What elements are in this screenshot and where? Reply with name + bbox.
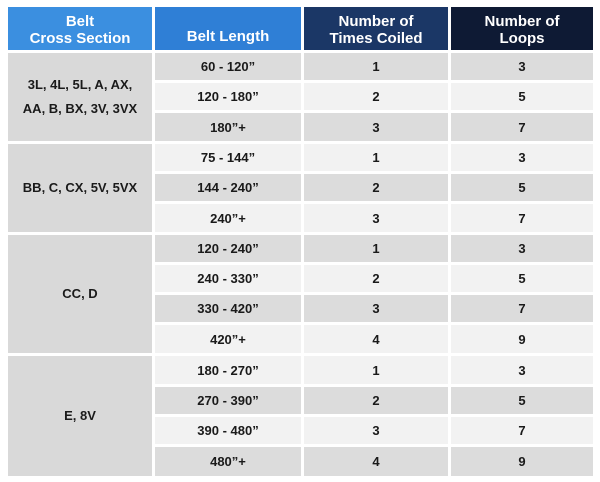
cell-belt-length: 180”+ [155,113,301,141]
header-times-coiled [304,7,448,50]
cell-times-coiled: 3 [304,417,448,444]
cell-loops: 9 [451,325,593,353]
cell-loops: 5 [451,387,593,414]
group-cross-section-line1: 3L, 4L, 5L, A, AX, [27,77,133,92]
group-cross-section [8,144,152,232]
cell-loops: 3 [451,144,593,171]
header-cross-section-line2: Cross Section [29,29,131,47]
cell-belt-length: 330 - 420” [155,295,301,322]
header-belt-length-label: Belt Length [186,28,270,45]
cell-times-coiled: 2 [304,265,448,292]
cell-times-coiled: 1 [304,235,448,262]
cell-loops: 5 [451,174,593,201]
header-loops-line2: Loops [499,29,545,47]
cell-belt-length: 420”+ [155,325,301,353]
cell-times-coiled: 2 [304,174,448,201]
header-cross-section-line1: Belt [65,12,95,30]
group-cross-section-line1: E, 8V [64,408,96,423]
cell-times-coiled: 1 [304,53,448,80]
group-cross-section [8,356,152,476]
cell-loops: 7 [451,113,593,141]
cell-belt-length: 144 - 240” [155,174,301,201]
cell-times-coiled: 4 [304,447,448,476]
cell-loops: 7 [451,417,593,444]
cell-loops: 9 [451,447,593,476]
cell-times-coiled: 3 [304,204,448,232]
header-loops [451,7,593,50]
header-times-coiled-line2: Times Coiled [329,29,423,47]
cell-belt-length: 120 - 240” [155,235,301,262]
cell-belt-length: 60 - 120” [155,53,301,80]
cell-belt-length: 240”+ [155,204,301,232]
cell-loops: 3 [451,53,593,80]
cell-times-coiled: 2 [304,387,448,414]
header-cross-section [8,7,152,50]
group-cross-section [8,235,152,353]
cell-belt-length: 390 - 480” [155,417,301,444]
cell-loops: 3 [451,235,593,262]
cell-times-coiled: 3 [304,113,448,141]
cell-times-coiled: 3 [304,295,448,322]
cell-loops: 3 [451,356,593,384]
cell-loops: 7 [451,295,593,322]
group-cross-section [8,53,152,141]
cell-loops: 7 [451,204,593,232]
cell-belt-length: 270 - 390” [155,387,301,414]
group-cross-section-line2: AA, B, BX, 3V, 3VX [22,101,138,116]
cell-times-coiled: 4 [304,325,448,353]
cell-times-coiled: 2 [304,83,448,110]
cell-times-coiled: 1 [304,144,448,171]
cell-loops: 5 [451,83,593,110]
cell-belt-length: 240 - 330” [155,265,301,292]
cell-belt-length: 480”+ [155,447,301,476]
cell-belt-length: 120 - 180” [155,83,301,110]
group-cross-section-line1: CC, D [62,286,98,301]
header-loops-line1: Number of [484,12,560,30]
header-times-coiled-line1: Number of [338,12,414,30]
cell-loops: 5 [451,265,593,292]
cell-belt-length: 75 - 144” [155,144,301,171]
cell-times-coiled: 1 [304,356,448,384]
header-belt-length [155,7,301,50]
cell-belt-length: 180 - 270” [155,356,301,384]
group-cross-section-line1: BB, C, CX, 5V, 5VX [22,180,138,195]
